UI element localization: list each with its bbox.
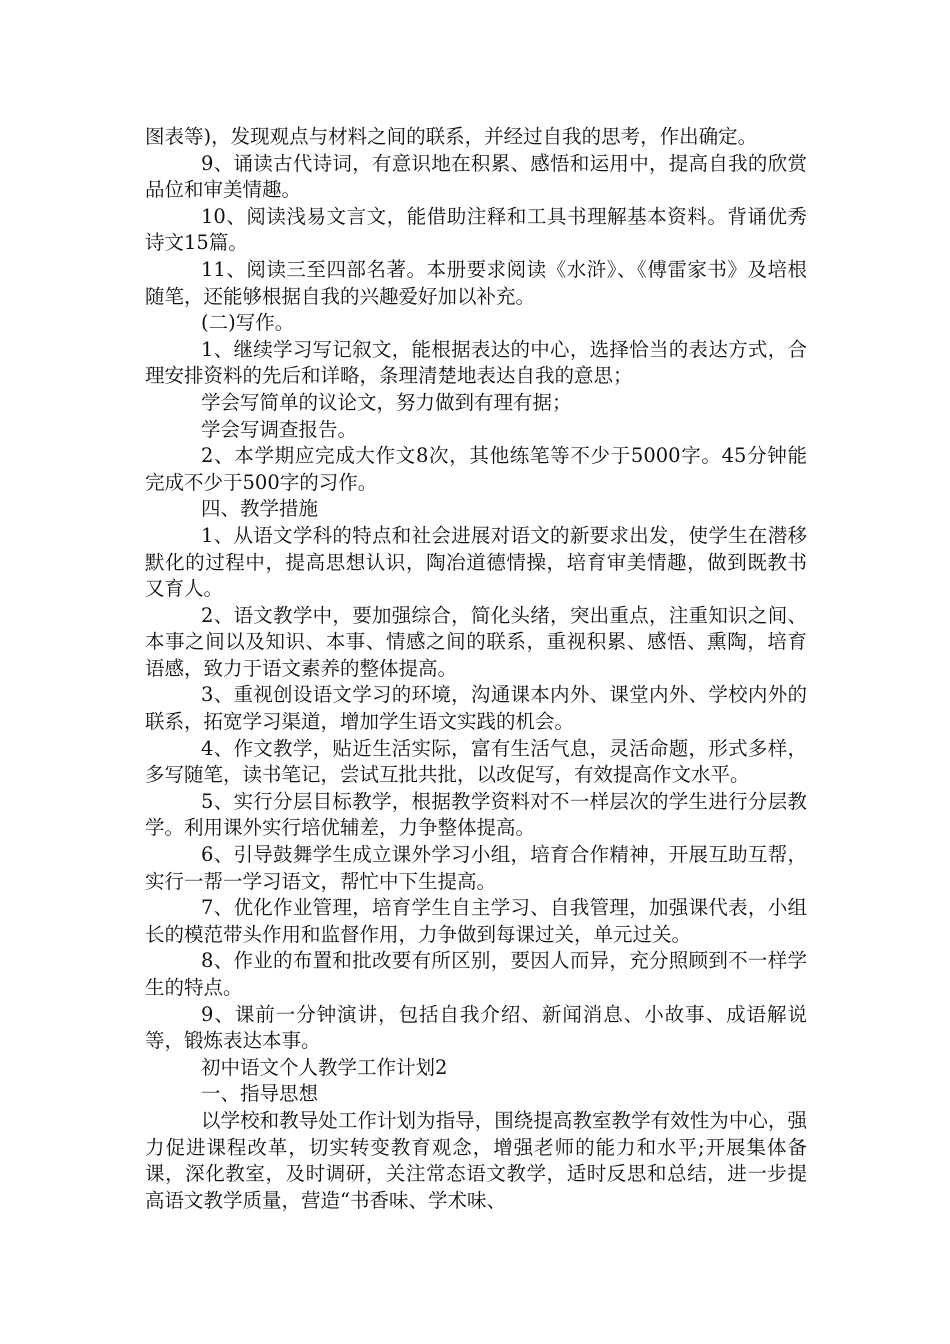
document-page xyxy=(145,124,807,1214)
paragraph-measure-5: 5、实行分层目标教学，根据教学资料对不一样层次的学生进行分层教学。利用课外实行培优辅差，力争整体提高。 xyxy=(145,789,807,840)
paragraph-measure-6: 6、引导鼓舞学生成立课外学习小组，培育合作精神，开展互助互帮，实行一帮一学习语文，帮忙中下生提高。 xyxy=(145,843,807,893)
paragraph-reading-10: 10、阅读浅易文言文，能借助注释和工具书理解基本资料。背诵优秀诗文15篇。 xyxy=(145,204,807,255)
section-heading-measures: 四、教学措施 xyxy=(201,497,319,521)
paragraph-continuation: 图表等)，发现观点与材料之间的联系，并经过自我的思考，作出确定。 xyxy=(145,125,758,148)
paragraph-measure-4: 4、作文教学，贴近生活实际，富有生活气息，灵活命题，形式多样，多写随笔，读书笔记，尝试互批共批，以改促写，有效提高作文水平。 xyxy=(145,736,807,787)
paragraph-writing-report: 学会写调查报告。 xyxy=(201,417,358,441)
paragraph-reading-9: 9、诵读古代诗词，有意识地在积累、感悟和运用中，提高自我的欣赏品位和审美情趣。 xyxy=(145,151,807,202)
paragraph-measure-2: 2、语文教学中，要加强综合，简化头绪，突出重点，注重知识之间、本事之间以及知识、本事、情感之间的联系，重视积累、感悟、熏陶，培育语感，致力于语文素养的整体提高。 xyxy=(145,603,807,680)
paragraph-measure-3: 3、重视创设语文学习的环境，沟通课本内外、课堂内外、学校内外的联系，拓宽学习渠道，增加学生语文实践的机会。 xyxy=(145,683,807,734)
paragraph-measure-9: 9、课前一分钟演讲，包括自我介绍、新闻消息、小故事、成语解说等，锻炼表达本事。 xyxy=(145,1002,807,1053)
paragraph-writing-argument: 学会写简单的议论文，努力做到有理有据； xyxy=(201,390,572,414)
section-heading-writing: (二)写作。 xyxy=(201,311,295,335)
paragraph-measure-1: 1、从语文学科的特点和社会进展对语文的新要求出发，使学生在潜移默化的过程中，提高思想认识，陶冶道德情操，培育审美情趣，做到既教书又育人。 xyxy=(145,523,807,601)
paragraph-measure-7: 7、优化作业管理，培育学生自主学习、自我管理，加强课代表，小组长的模范带头作用和监督作用，力争做到每课过关，单元过关。 xyxy=(145,896,807,946)
document-subtitle-plan-2: 初中语文个人教学工作计划2 xyxy=(201,1055,448,1079)
paragraph-measure-8: 8、作业的布置和批改要有所区别，要因人而异，充分照顾到不一样学生的特点。 xyxy=(145,949,807,999)
paragraph-writing-1: 1、继续学习写记叙文，能根据表达的中心，选择恰当的表达方式，合理安排资料的先后和详略，条理清楚地表达自我的意思； xyxy=(145,337,807,388)
paragraph-reading-11: 11、阅读三至四部名著。本册要求阅读《水浒》、《傅雷家书》及培根随笔，还能够根据自我的兴趣爱好加以补充。 xyxy=(145,257,807,308)
paragraph-guiding-ideology: 以学校和教导处工作计划为指导，围绕提高教室教学有效性为中心，强力促进课程改革，切实转变教育观念，增强老师的能力和水平;开展集体备课，深化教室，及时调研，关注常态语文教学，适时反思和总结，进一步提高语文教学质量，营造“书香味、学术味、 xyxy=(145,1108,807,1212)
section-heading-guiding-ideology: 一、指导思想 xyxy=(201,1082,319,1106)
paragraph-writing-2: 2、本学期应完成大作文8次，其他练笔等不少于5000字。45分钟能完成不少于500字的习作。 xyxy=(145,444,807,494)
